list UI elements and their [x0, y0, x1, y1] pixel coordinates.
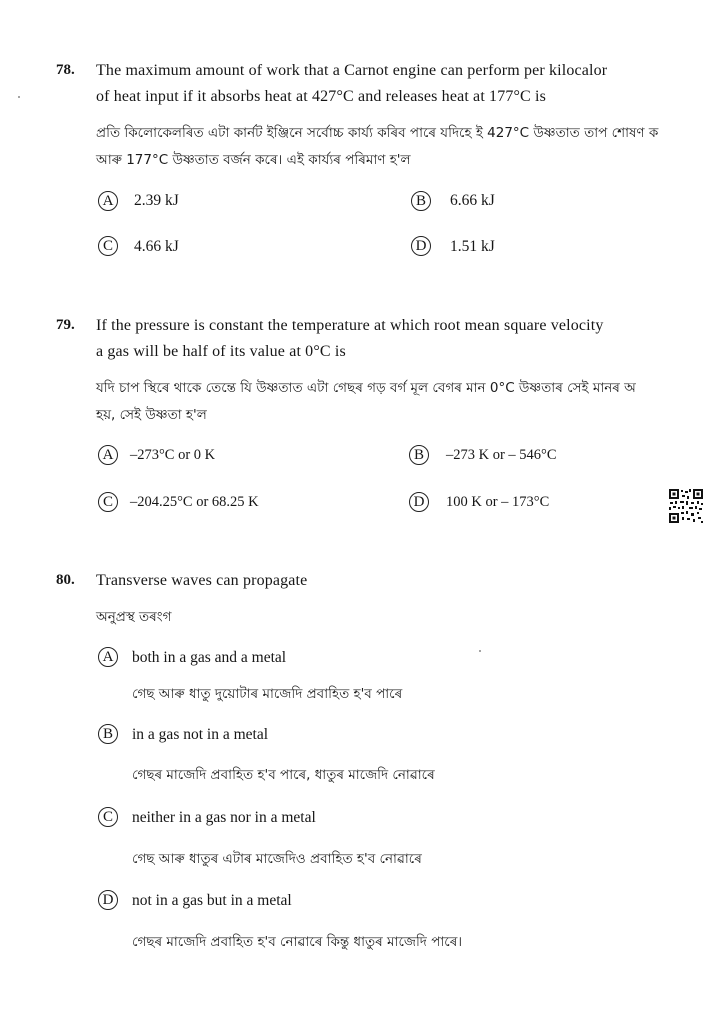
question-79-assamese-line-2: হয়, সেই উষ্ণতা হ'ল	[96, 407, 207, 423]
option-a-text: 2.39 kJ	[134, 192, 179, 209]
question-number-78: 78.	[56, 62, 75, 78]
question-80-text: Transverse waves can propagate	[96, 572, 308, 589]
question-number-79: 79.	[56, 317, 75, 333]
question-80-assamese-text: অনুপ্ৰস্থ তৰংগ	[96, 609, 172, 625]
option-a-bubble[interactable]: A	[98, 191, 118, 211]
option-a-text: –273°C or 0 K	[130, 447, 216, 463]
option-b-bubble[interactable]: B	[411, 191, 431, 211]
option-c-text: 4.66 kJ	[134, 238, 179, 255]
question-79-text-line-2: a gas will be half of its value at 0°C is	[96, 343, 346, 360]
option-c-assamese-text: গেছ আৰু ধাতুৰ এটাৰ মাজেদিও প্ৰবাহিত হ'ব নোৱাৰে	[132, 851, 422, 867]
question-78-text-line-2: of heat input if it absorbs heat at 427°C and releases heat at 177°C is	[96, 88, 547, 105]
option-a-bubble[interactable]: A	[98, 647, 118, 667]
option-c-text: –204.25°C or 68.25 K	[130, 494, 259, 510]
scan-speck	[479, 650, 481, 652]
option-a-assamese-text: গেছ আৰু ধাতু দুয়োটাৰ মাজেদি প্ৰবাহিত হ'ব পাৰে	[132, 686, 403, 702]
option-a-text: both in a gas and a metal	[132, 649, 287, 666]
question-78-assamese-line-2: আৰু 177°C উষ্ণতাত বৰ্জন কৰে। এই কাৰ্য্যৰ পৰিমাণ হ'ল	[96, 152, 411, 168]
option-b-text: 6.66 kJ	[450, 192, 495, 209]
question-78-text-line-1: The maximum amount of work that a Carnot engine can perform per kilocalor	[96, 62, 608, 79]
option-d-bubble[interactable]: D	[411, 236, 431, 256]
option-b-bubble[interactable]: B	[409, 445, 429, 465]
option-d-text: not in a gas but in a metal	[132, 892, 292, 909]
option-b-assamese-text: গেছৰ মাজেদি প্ৰবাহিত হ'ব পাৰে, ধাতুৰ মাজেদি নোৱাৰে	[132, 767, 435, 783]
option-b-text: –273 K or – 546°C	[446, 447, 557, 463]
option-d-bubble[interactable]: D	[409, 492, 429, 512]
question-78-assamese-line-1: প্ৰতি কিলোকেলৰিত এটা কাৰ্নট ইঞ্জিনে সৰ্বোচ্চ কাৰ্য্য কৰিব পাৰে যদিহে ই 427°C উষ্ণতাত তাপ শোষণ ক	[96, 125, 659, 141]
option-d-assamese-text: গেছৰ মাজেদি প্ৰবাহিত হ'ব নোৱাৰে কিন্তু ধাতুৰ মাজেদি পাৰে।	[132, 934, 463, 950]
option-c-text: neither in a gas nor in a metal	[132, 809, 316, 826]
option-c-bubble[interactable]: C	[98, 236, 118, 256]
option-c-bubble[interactable]: C	[98, 492, 118, 512]
option-b-text: in a gas not in a metal	[132, 726, 269, 743]
qr-code-icon	[668, 488, 704, 524]
option-d-text: 100 K or – 173°C	[446, 494, 550, 510]
option-c-bubble[interactable]: C	[98, 807, 118, 827]
question-79-text-line-1: If the pressure is constant the temperature at which root mean square velocity	[96, 317, 604, 334]
scan-speck	[18, 96, 20, 98]
option-a-bubble[interactable]: A	[98, 445, 118, 465]
option-d-text: 1.51 kJ	[450, 238, 495, 255]
option-b-bubble[interactable]: B	[98, 724, 118, 744]
question-number-80: 80.	[56, 572, 75, 588]
question-79-assamese-line-1: যদি চাপ স্থিৰে থাকে তেন্তে যি উষ্ণতাত এটা গেছৰ গড় বৰ্গ মূল বেগৰ মান 0°C উষ্ণতাৰ সেই মানৰ অ	[96, 380, 636, 396]
option-d-bubble[interactable]: D	[98, 890, 118, 910]
